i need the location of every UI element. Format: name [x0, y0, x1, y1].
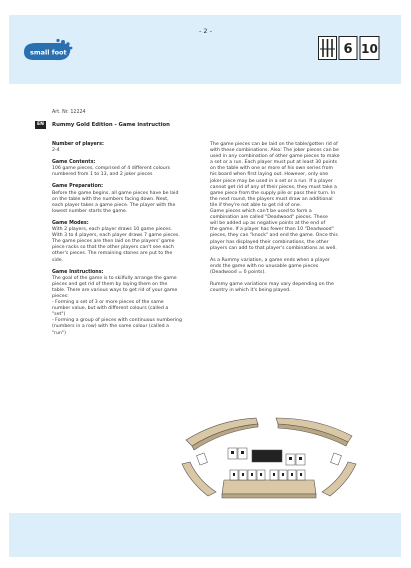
article-number: Art. Nr. 12224: [52, 110, 86, 115]
section-heading: Game Contents:: [52, 160, 96, 166]
small-foot-logo: [20, 38, 74, 64]
paragraph: [210, 142, 360, 252]
box-number-0: 6: [343, 42, 353, 57]
section: [52, 270, 202, 337]
paragraph-text: The game pieces can be laid on the table/gotten rid of with these combinations. Also: The joker pieces can be used in any combination of other game pieces to make a set or a run. Each player must put at least 30 points on the table with one or more of his own series from his board when first laying out. However, only one joker piece may be used in a set or a run. If a player cannot get rid of any of their pieces, they must take a game piece from the supply pile or pass their turn. In the next round, the players must draw an additional tile if they're not able to get rid of one. Game pieces which can't be used to form a combination are called "Deadwood" pieces. These will be added up as negative points at the end of the game. If a player has fewer than 10 "Deadwood" pieces, they can "knock" and end the game. Once this player has displayed their combinations, the other players can add to that player's combinations as well.: [210, 142, 340, 251]
section: [52, 184, 202, 214]
rummy-rack-illustration: [178, 410, 360, 502]
paragraph: [210, 282, 360, 294]
section: [52, 221, 202, 264]
box-age-icon: [318, 36, 380, 60]
paragraph-text: Rummy game variations may vary depending on the country in which it's being played.: [210, 281, 334, 294]
section-heading: Game Modes:: [52, 220, 89, 226]
box-number-1: 10: [361, 42, 378, 56]
footer-band: [9, 513, 401, 557]
section-body: 106 game pieces, comprised of 4 different colours numbered from 1 to 13, and 2 joker pieces: [52, 166, 171, 178]
logo-text: small foot: [30, 48, 67, 57]
section: [52, 142, 202, 154]
section: [52, 160, 202, 178]
section-heading: Game Preparation:: [52, 184, 104, 190]
section-heading: Number of players:: [52, 142, 104, 147]
section-body: The goal of the game is to skilfully arrange the game pieces and get rid of them by laying them on the table. There are various ways to get rid of your game pieces: - Forming a set of 3 or more pieces of the same number value, but with different colours (called a "set") - Forming a group of pieces with continuous numbering (numbers in a row) with the same colour (called a "run"): [52, 275, 183, 336]
document-title: Rummy Gold Edition - Game instruction: [52, 122, 170, 128]
section-body: With 2 players, each player draws 10 game pieces. With 3 to 4 players, each player draws 7 game pieces. The game pieces are then laid on the players' game piece racks so that the other players can't see each other's pieces. The remaining stones are put to the side.: [52, 227, 180, 263]
paragraph: [210, 258, 360, 276]
section-heading: Game Instructions:: [52, 269, 104, 275]
paragraph-text: As a Rummy variation, a game ends when a player ends the game with no unusable game pieces (Deadwood = 0 points).: [210, 257, 330, 275]
language-badge: EN: [35, 121, 46, 129]
page-number: - 2 -: [199, 27, 212, 35]
right-column: [210, 142, 360, 300]
left-column: [52, 142, 202, 343]
section-body: Before the game begins, all game pieces have be laid on the table with the numbers facing down. Next, each player takes a game piece. The player with the lowest number starts the game.: [52, 190, 179, 214]
section-body: 2-4: [52, 148, 60, 154]
